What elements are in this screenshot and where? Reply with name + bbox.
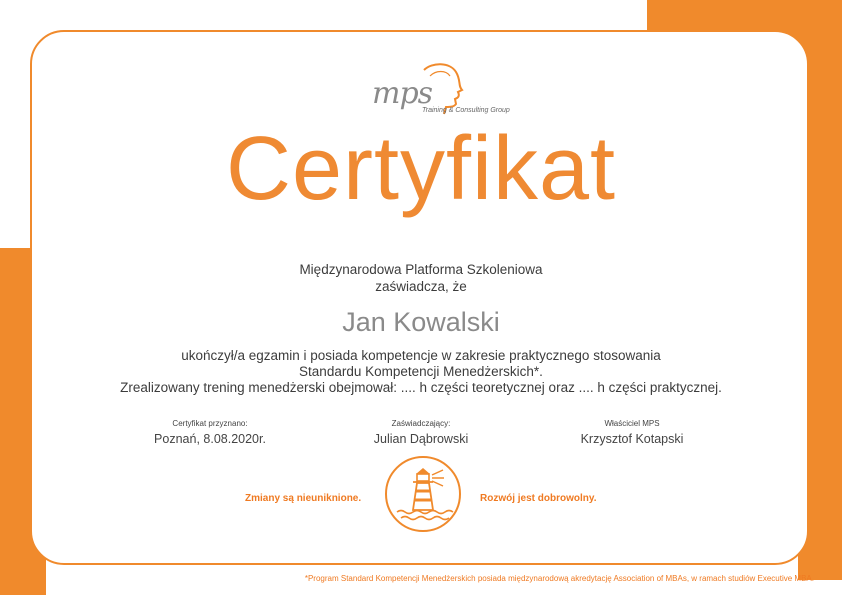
certifier-label: Zaświadczający: — [391, 419, 451, 428]
granted-label: Certyfikat przyznano: — [172, 419, 248, 428]
certificate-title: Certyfikat — [225, 119, 617, 219]
attest-line: zaświadcza, że — [375, 279, 467, 294]
issuer-line: Międzynarodowa Platforma Szkoleniowa — [299, 262, 543, 277]
owner-value: Krzysztof Kotapski — [580, 432, 684, 446]
granted-value: Poznań, 8.08.2020r. — [154, 432, 266, 446]
lighthouse-icon — [383, 454, 463, 534]
body-line: ukończył/a egzamin i posiada kompetencje w zakresie praktycznego stosowania — [181, 348, 661, 363]
owner-label: Właściciel MPS — [604, 419, 660, 428]
recipient-name: Jan Kowalski — [342, 307, 500, 337]
logo-wordmark: mps — [372, 76, 433, 111]
certifier-value: Julian Dąbrowski — [373, 432, 469, 446]
accreditation-footnote: *Program Standard Kompetencji Menedżerskich posiada międzynarodową akredytację Association of MBAs, w ramach studiów Executive MBA. — [304, 574, 814, 583]
logo-subtitle: Training & Consulting Group — [422, 107, 510, 114]
mps-logo — [366, 62, 510, 124]
body-line: Standardu Kompetencji Menedżerskich*. — [299, 364, 543, 379]
motto-right: Rozwój jest dobrowolny. — [480, 493, 597, 504]
body-line: Zrealizowany trening menedżerski obejmował: .... h części teoretycznej oraz .... h części praktycznej. — [120, 380, 722, 395]
motto-left: Zmiany są nieuniknione. — [245, 493, 362, 504]
